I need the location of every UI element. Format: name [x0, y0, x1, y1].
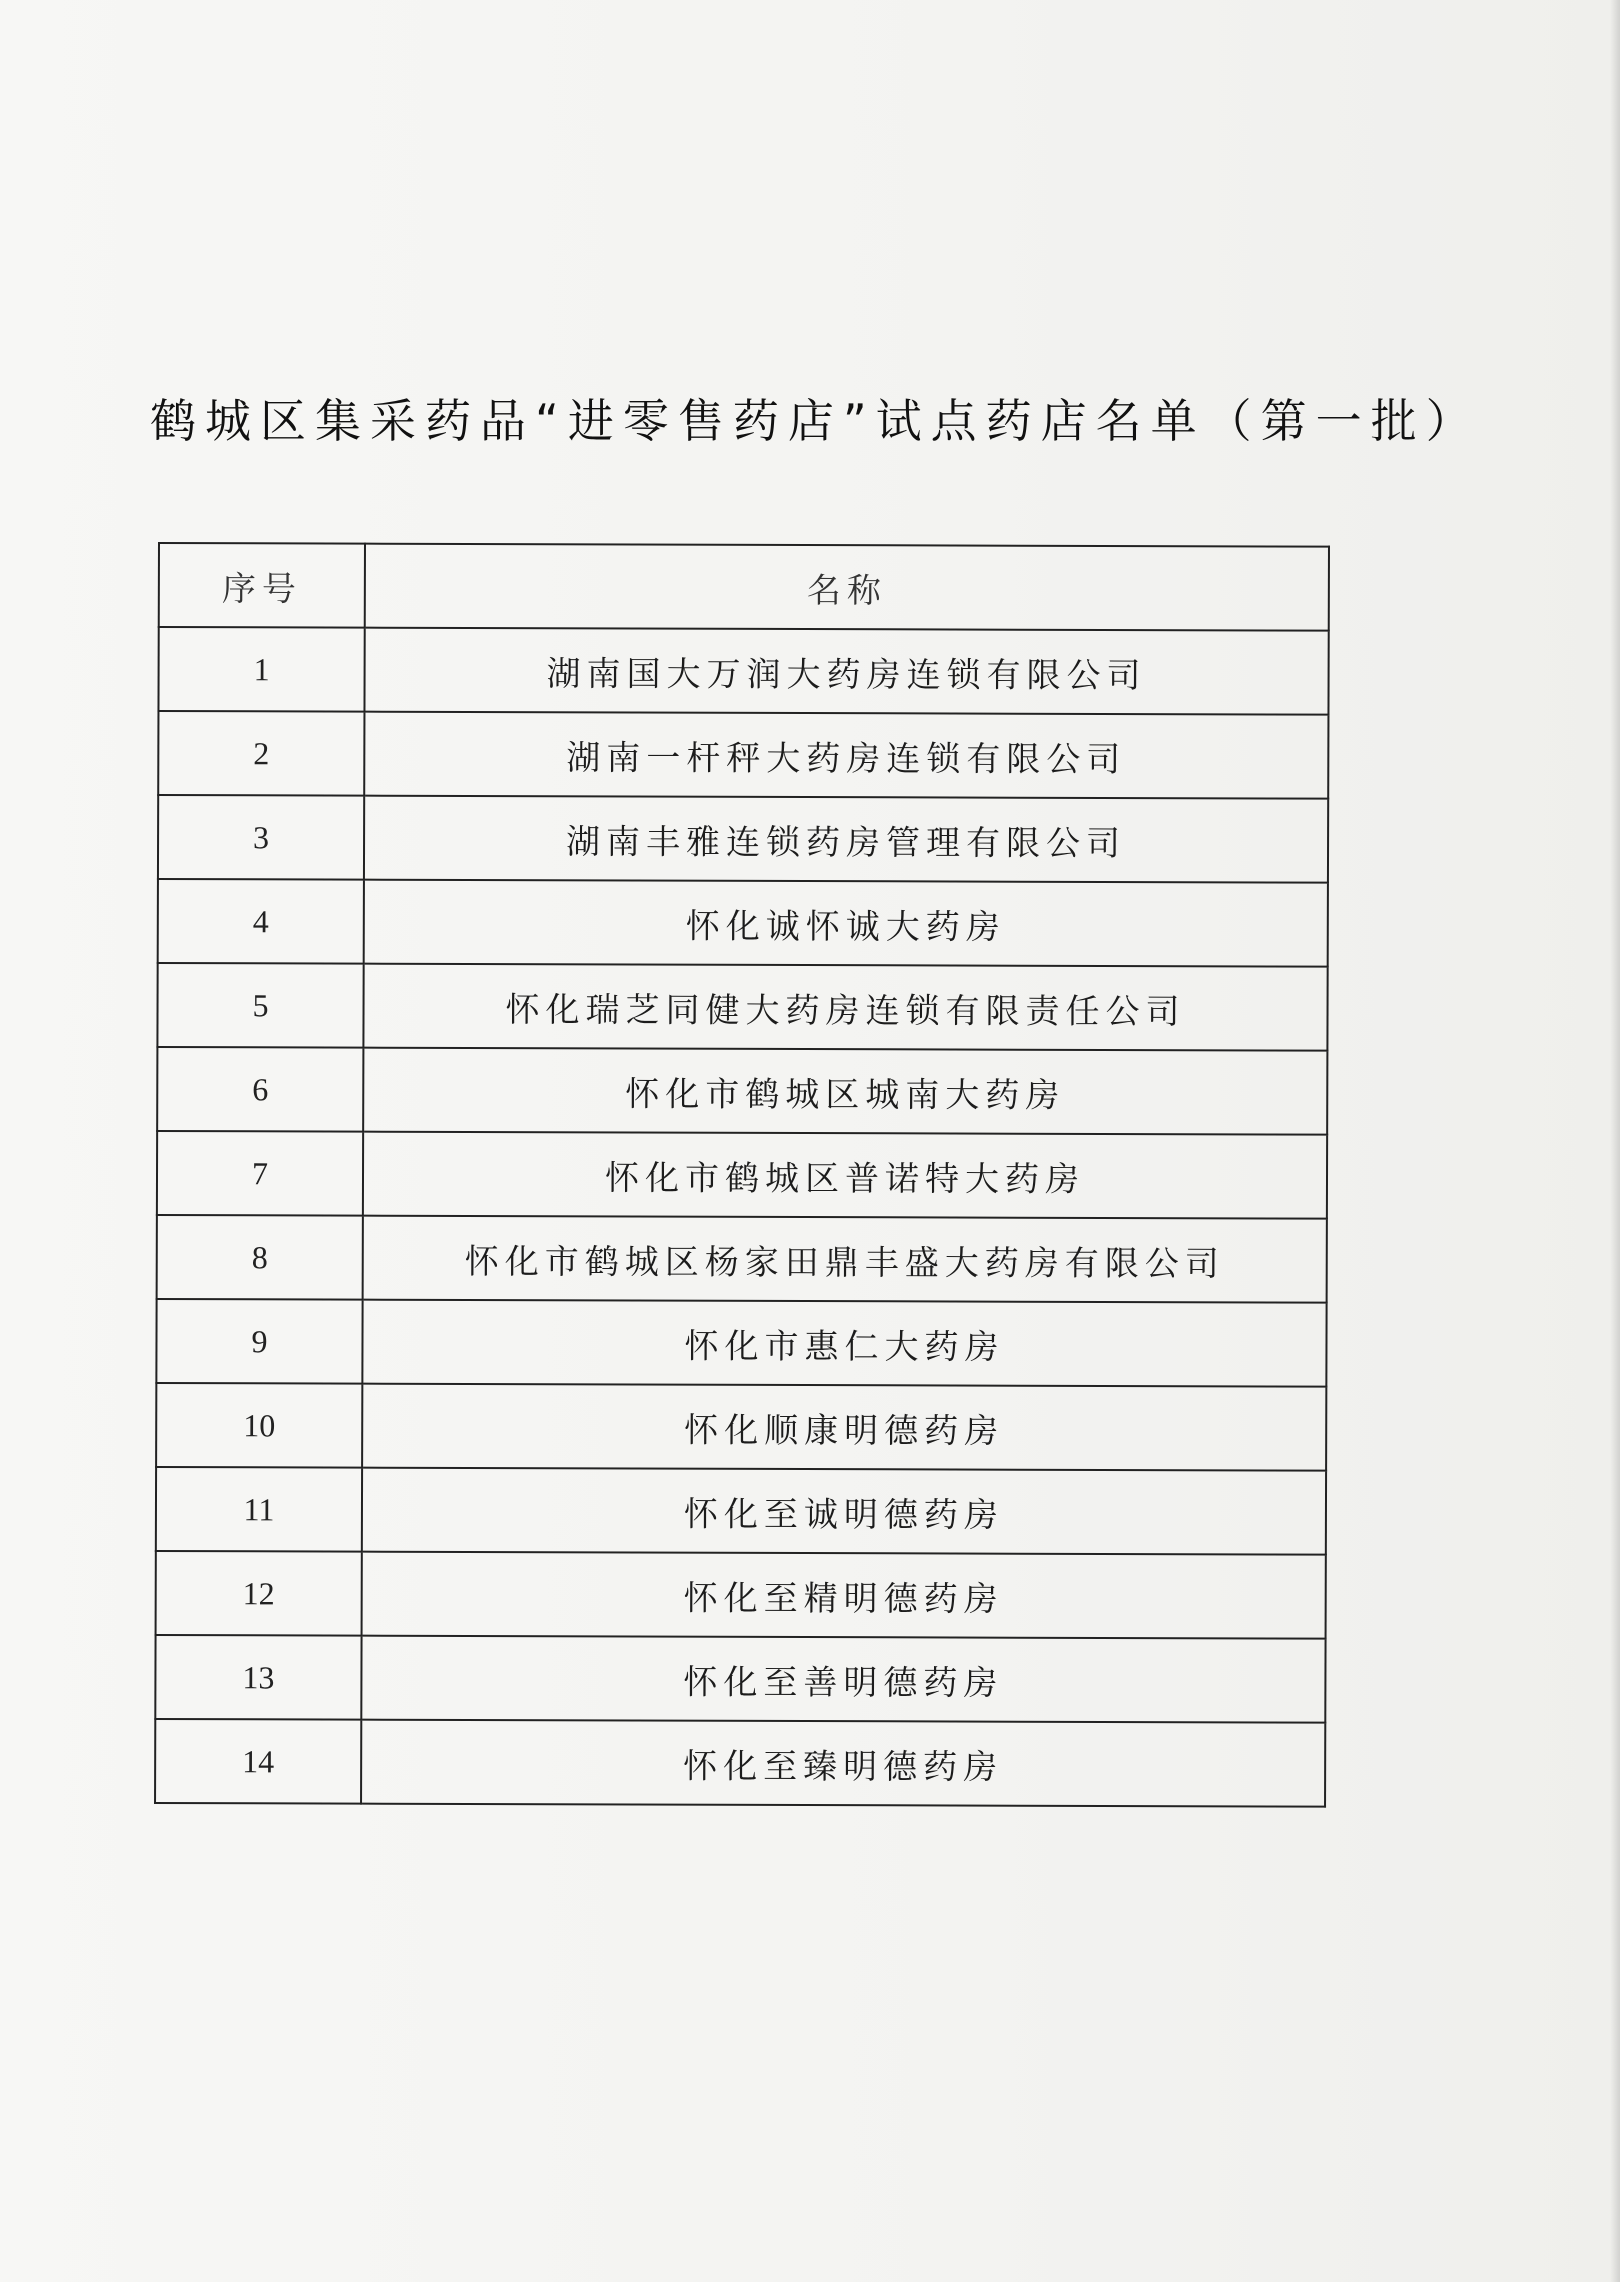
table-row: [157, 963, 1327, 1051]
table-row: [157, 1215, 1327, 1303]
row-number: 8: [157, 1215, 363, 1300]
row-number: 11: [156, 1467, 362, 1552]
table-row: [157, 1047, 1327, 1135]
row-number: 5: [157, 963, 363, 1048]
row-number: 10: [156, 1383, 362, 1468]
table-row: [158, 879, 1328, 967]
row-number: 7: [157, 1131, 363, 1216]
table-row: [156, 1383, 1326, 1471]
row-number: 2: [158, 711, 364, 796]
header-serial-number: 序号: [159, 543, 365, 628]
row-number: 3: [158, 795, 364, 880]
pharmacy-name: 湖南国大万润大药房连锁有限公司: [364, 628, 1328, 715]
pharmacy-list-table: [154, 542, 1330, 1808]
pharmacy-name: 怀化市鹤城区普诺特大药房: [363, 1132, 1327, 1219]
table-header-row: [159, 543, 1329, 631]
table-row: [157, 1131, 1327, 1219]
table-row: [156, 1551, 1326, 1639]
pharmacy-name: 怀化至诚明德药房: [362, 1468, 1326, 1555]
pharmacy-name: 怀化至臻明德药房: [361, 1720, 1325, 1807]
table-row: [155, 1635, 1325, 1723]
page-edge-shadow: [1610, 0, 1620, 2282]
header-name: 名称: [365, 544, 1329, 631]
table-row: [156, 1299, 1326, 1387]
pharmacy-name: 怀化市惠仁大药房: [362, 1300, 1326, 1387]
row-number: 14: [155, 1719, 361, 1804]
pharmacy-name: 怀化顺康明德药房: [362, 1384, 1326, 1471]
pharmacy-name: 怀化瑞芝同健大药房连锁有限责任公司: [363, 964, 1327, 1051]
row-number: 9: [156, 1299, 362, 1384]
pharmacy-name: 怀化市鹤城区杨家田鼎丰盛大药房有限公司: [363, 1216, 1327, 1303]
row-number: 6: [157, 1047, 363, 1132]
table-row: [158, 795, 1328, 883]
pharmacy-name: 怀化市鹤城区城南大药房: [363, 1048, 1327, 1135]
table-row: [158, 627, 1328, 715]
row-number: 12: [156, 1551, 362, 1636]
pharmacy-name: 湖南丰雅连锁药房管理有限公司: [364, 796, 1328, 883]
table-row: [156, 1467, 1326, 1555]
pharmacy-name: 怀化诚怀诚大药房: [364, 880, 1328, 967]
pharmacy-name: 湖南一杆秤大药房连锁有限公司: [364, 712, 1328, 799]
pharmacy-name: 怀化至善明德药房: [361, 1636, 1325, 1723]
row-number: 1: [158, 627, 364, 712]
row-number: 13: [155, 1635, 361, 1720]
document-title: 鹤城区集采药品“进零售药店”试点药店名单（第一批）: [150, 394, 1481, 448]
row-number: 4: [158, 879, 364, 964]
table-row: [158, 711, 1328, 799]
pharmacy-name: 怀化至精明德药房: [362, 1552, 1326, 1639]
table-row: [155, 1719, 1325, 1807]
